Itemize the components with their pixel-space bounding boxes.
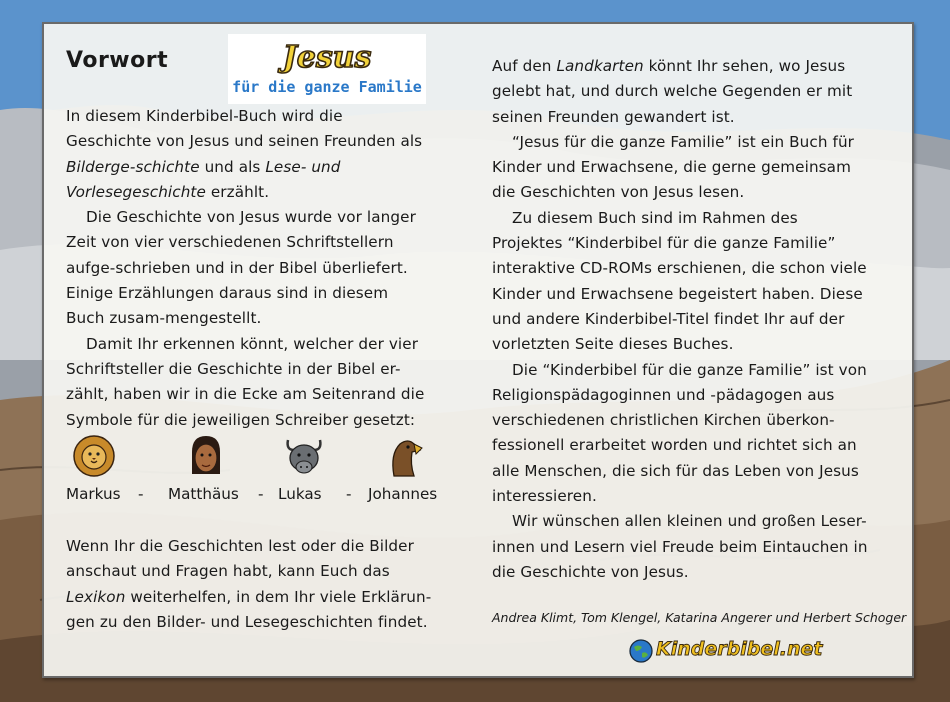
separator-3: - [346, 485, 352, 503]
name-matthaeus: Matthäus [168, 485, 239, 503]
author-credits: Andrea Klimt, Tom Klengel, Katarina Angerer und Herbert Schoger [492, 610, 907, 625]
left-column [66, 104, 426, 433]
paragraph-authors-background: Die “Kinderbibel für die ganze Familie” ist von Religionspädagoginnen und -pädagogen aus verschiedenen christlichen Kirchen überkon-fessionell erarbeitet worden und richtet sich an alle Menschen, die sich für das Leben von Jesus interessieren. [492, 360, 867, 506]
paragraph-cd-roms: Zu diesem Buch sind im Rahmen des Projektes “Kinderbibel für die ganze Familie” interaktive CD-ROMs erschienen, die schon viele Kinder und Erwachsene begeistert haben. Diese und andere Kinderbibel-Titel findet Ihr auf der vorletzten Seite dieses Buches. [492, 208, 867, 354]
left-column-bottom [66, 534, 436, 635]
paragraph-maps: Auf den Landkarten könnt Ihr sehen, wo Jesus gelebt hat, und durch welche Gegenden er mit seinen Freunden gewandert ist. [492, 57, 853, 126]
human-face-icon [186, 434, 226, 480]
logo-subtitle: für die ganze Familie [232, 78, 422, 96]
paragraph-wishes: Wir wünschen allen kleinen und großen Leser-innen und Lesern viel Freude beim Eintauchen in die Geschichte von Jesus. [492, 512, 868, 581]
paragraph-intro: In diesem Kinderbibel-Buch wird die Geschichte von Jesus und seinen Freunden als Bilderge-schichte und als Lese- und Vorlesegeschichte erzählt. [66, 107, 423, 201]
eagle-icon [384, 434, 424, 478]
globe-icon [628, 639, 654, 663]
separator-1: - [138, 485, 144, 503]
name-markus: Markus [66, 485, 121, 503]
name-lukas: Lukas [278, 485, 322, 503]
paragraph-family-book: “Jesus für die ganze Familie” ist ein Buch für Kinder und Erwachsene, die gerne gemeinsam die Geschichten von Jesus lesen. [492, 132, 855, 202]
logo-title: Jesus [282, 40, 372, 75]
paragraph-symbols: Damit Ihr erkennen könnt, welcher der vier Schriftsteller die Geschichte in der Bibel er-zählt, haben wir in die Ecke am Seitenrand die Symbole für die jeweiligen Schreiber gesetzt: [66, 334, 425, 429]
bull-icon [280, 434, 328, 480]
right-column [492, 54, 872, 585]
name-johannes: Johannes [368, 485, 438, 503]
kinderbibel-net-logo [628, 636, 823, 666]
footer-logo-text: Kinderbibel.net [656, 638, 823, 660]
book-logo [228, 34, 426, 104]
separator-2: - [258, 485, 264, 503]
page-title: Vorwort [66, 48, 169, 73]
paragraph-lexikon: Wenn Ihr die Geschichten lest oder die Bilder anschaut und Fragen habt, kann Euch das Lexikon weiterhelfen, in dem Ihr viele Erklärun-gen zu den Bilder- und Lesegeschichten findet. [66, 537, 432, 631]
lion-icon [72, 434, 116, 478]
evangelist-symbols [66, 434, 446, 482]
paragraph-history: Die Geschichte von Jesus wurde vor langer Zeit von vier verschiedenen Schriftstellern aufge-schrieben und in der Bibel überliefert. Einige Erzählungen daraus sind in diesem Buch zusam-mengestellt. [66, 208, 416, 328]
